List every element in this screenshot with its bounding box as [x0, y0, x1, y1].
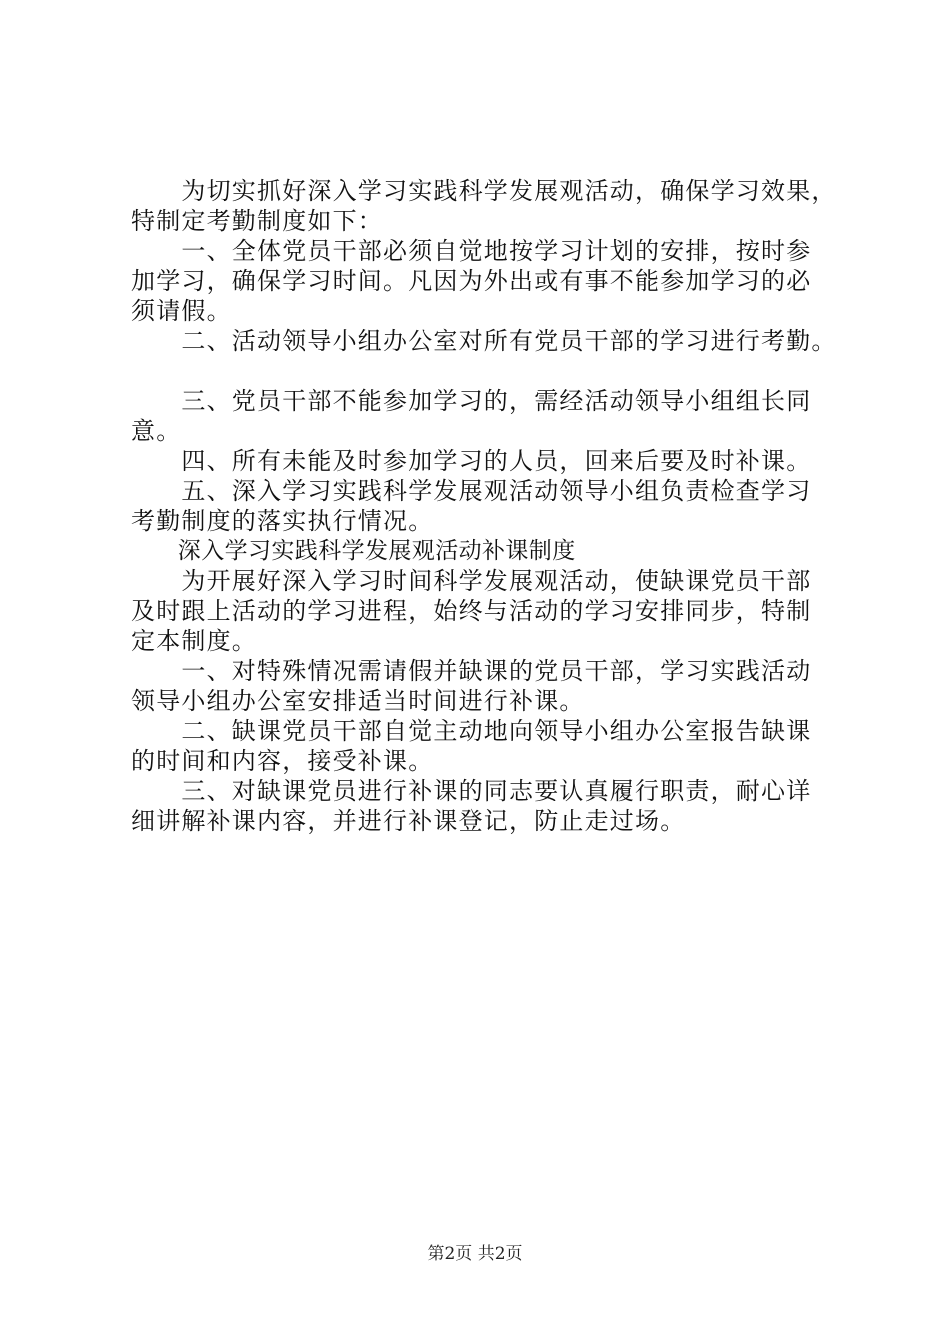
- text-line: 领导小组办公室安排适当时间进行补课。: [131, 687, 585, 715]
- text-line: 五、深入学习实践科学发展观活动领导小组负责检查学习: [131, 477, 812, 505]
- text-line: 一、对特殊情况需请假并缺课的党员干部，学习实践活动: [131, 657, 812, 685]
- text-line: 三、对缺课党员进行补课的同志要认真履行职责，耐心详: [131, 777, 812, 805]
- text-line: 为开展好深入学习时间科学发展观活动，使缺课党员干部: [131, 567, 812, 595]
- text-line: 三、党员干部不能参加学习的，需经活动领导小组组长同: [131, 387, 812, 415]
- section-heading: 深入学习实践科学发展观活动补课制度: [131, 538, 576, 564]
- text-line: 的时间和内容，接受补课。: [131, 747, 434, 775]
- text-line: 细讲解补课内容，并进行补课登记，防止走过场。: [131, 807, 686, 835]
- text-line: 二、缺课党员干部自觉主动地向领导小组办公室报告缺课: [131, 717, 812, 745]
- text-line: 定本制度。: [131, 627, 257, 655]
- document-body: [131, 176, 837, 836]
- text-line: 须请假。: [131, 297, 232, 325]
- text-line: 加学习，确保学习时间。凡因为外出或有事不能参加学习的必: [131, 267, 812, 295]
- text-line: 四、所有未能及时参加学习的人员，回来后要及时补课。: [131, 447, 812, 475]
- text-line: 考勤制度的落实执行情况。: [131, 507, 434, 535]
- text-line: 意。: [131, 417, 182, 445]
- text-line: 一、全体党员干部必须自觉地按学习计划的安排，按时参: [131, 237, 812, 265]
- text-line: 特制定考勤制度如下：: [131, 207, 383, 235]
- text-line: 及时跟上活动的学习进程，始终与活动的学习安排同步，特制: [131, 597, 812, 625]
- text-line: 为切实抓好深入学习实践科学发展观活动，确保学习效果，: [131, 177, 837, 205]
- page-number-footer: 第2页 共2页: [427, 1244, 523, 1264]
- text-line: 二、活动领导小组办公室对所有党员干部的学习进行考勤。: [131, 327, 837, 355]
